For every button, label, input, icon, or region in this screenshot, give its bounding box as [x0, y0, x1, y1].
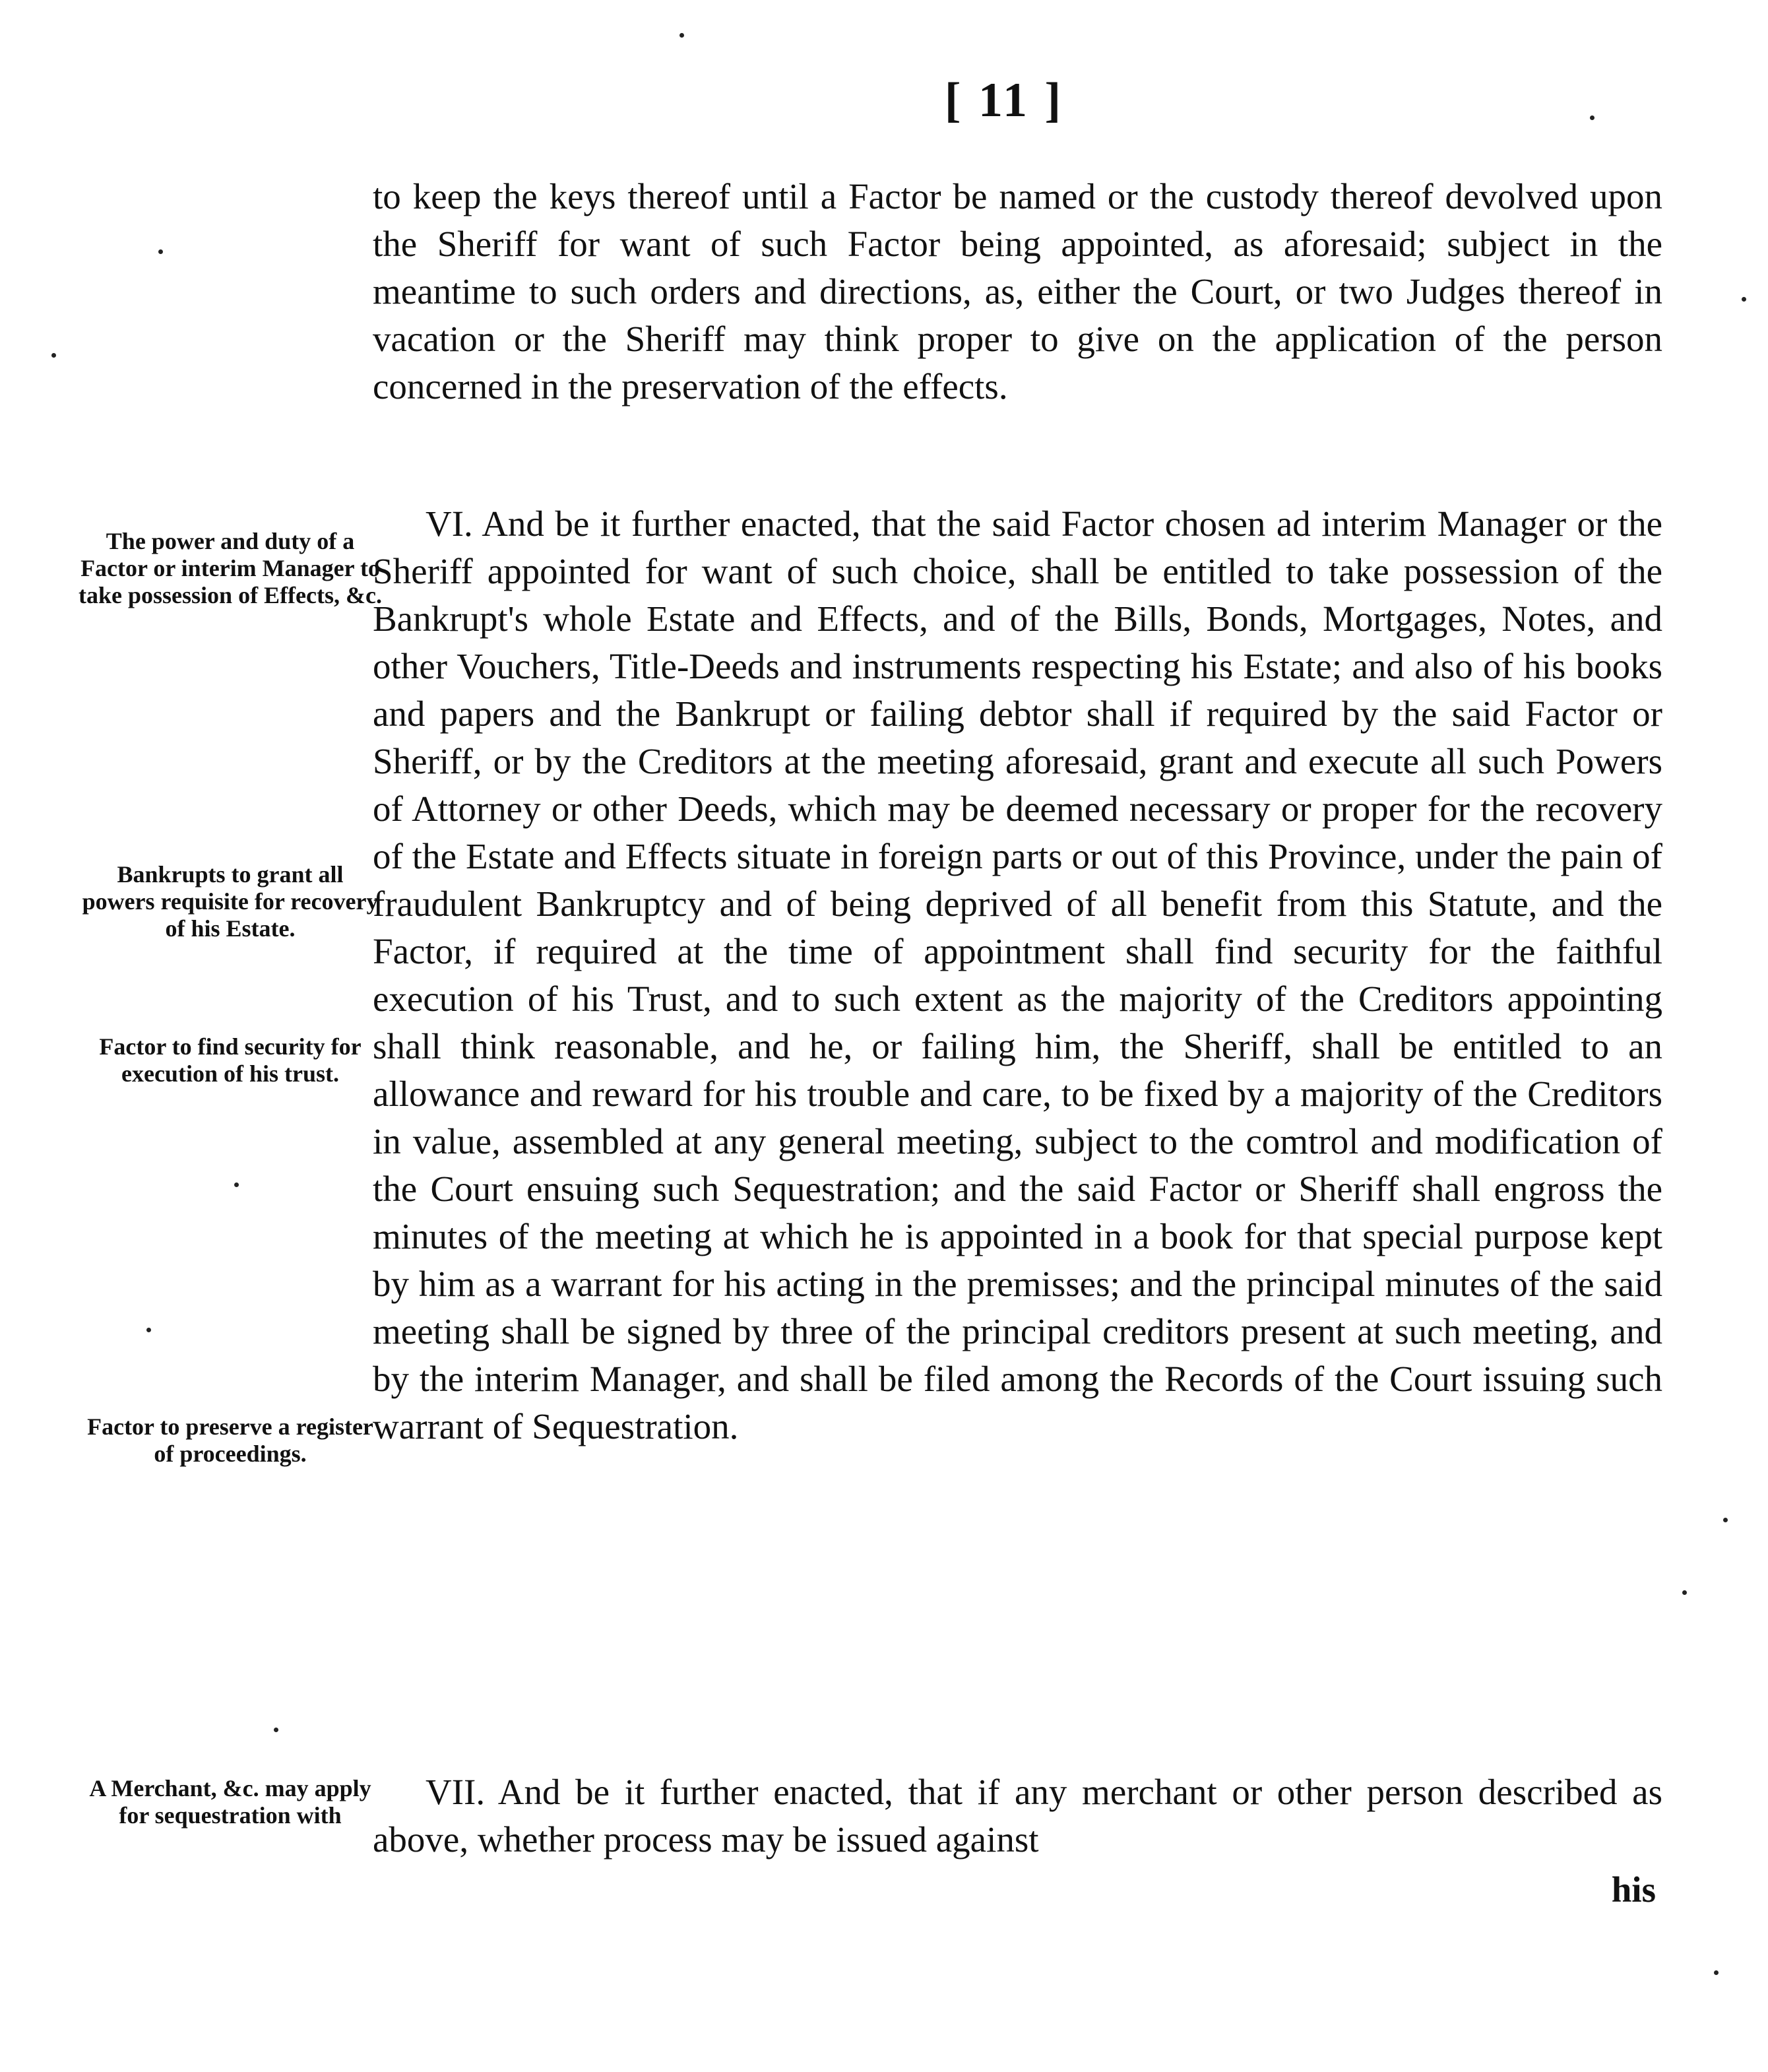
paragraph-text: to keep the keys thereof until a Factor be named or the custody thereof devolved upon the Sheriff for want of such Factor being appointed, as aforesaid; subject in the meantime to such orders and directions, as, either the Court, or two Judges thereof in vacation or the Sheriff may think proper to give on the application of the person concerned in the preservation of the effects.: [373, 176, 1662, 406]
speck-mark: [146, 1328, 151, 1332]
speck-mark: [1723, 1518, 1728, 1522]
margin-note-sequestration: A Merchant, &c. may apply for sequestration with: [89, 1775, 371, 1829]
speck-mark: [1682, 1590, 1687, 1595]
paragraph-section-vii: [373, 1768, 1662, 1863]
margin-note-factor-duty: The power and duty of a Factor or interim Manager to take possession of Effects, &c.: [79, 528, 382, 608]
margin-note-register: Factor to preserve a register of proceedings.: [87, 1413, 373, 1467]
speck-mark: [1590, 115, 1594, 120]
catchword: his: [1611, 1869, 1656, 1910]
speck-mark: [679, 33, 684, 38]
paragraph-continuation: [373, 173, 1662, 410]
speck-mark: [1742, 297, 1746, 302]
margin-note-bankrupt-powers: Bankrupts to grant all powers requisite for recovery of his Estate.: [82, 861, 379, 942]
paragraph-text: VII. And be it further enacted, that if any merchant or other person described as above, whether process may be issued against: [373, 1772, 1662, 1860]
speck-mark: [51, 353, 56, 358]
paragraph-section-vi: [373, 500, 1662, 1450]
speck-mark: [158, 249, 163, 254]
margin-note-factor-security: Factor to find security for execution of his trust.: [99, 1033, 362, 1087]
speck-mark: [1714, 1970, 1719, 1975]
speck-mark: [234, 1182, 239, 1187]
paragraph-text: VI. And be it further enacted, that the said Factor chosen ad interim Manager or the Sheriff appointed for want of such choice, shall be entitled to take possession of the Bankrupt's whole Estate and Effects, and of the Bills, Bonds, Mortgages, Notes, and other Vouchers, Title-Deeds and instruments respecting his Estate; and also of his books and papers and the Bankrupt or failing debtor shall if required by the said Factor or Sheriff, or by the Creditors at the meeting aforesaid, grant and execute all such Powers of Attorney or other Deeds, which may be deemed necessary or proper for the recovery of the Estate and Effects situate in foreign parts or out of this Province, under the pain of fraudulent Bankruptcy and of being deprived of all benefit from this Statute, and the Factor, if required at the time of appointment shall find security for the faithful execution of his Trust, and to such extent as the majority of the Creditors appointing shall think reasonable, and he, or failing him, the Sheriff, shall be entitled to an allowance and reward for his trouble and care, to be fixed by a majority of the Creditors in value, assembled at any general meeting, subject to the comtrol and modification of the Court ensuing such Sequestration; and the said Factor or Sheriff shall engross the minutes of the meeting at which he is appointed in a book for that special purpose kept by him as a warrant for his acting in the premisses; and the principal minutes of the said meeting shall be signed by three of the principal creditors present at such meeting, and by the interim Manager, and shall be filed among the Records of the Court issuing such warrant of Sequestration.: [373, 503, 1662, 1446]
page-number: [ 11 ]: [944, 73, 1064, 127]
speck-mark: [274, 1728, 278, 1732]
